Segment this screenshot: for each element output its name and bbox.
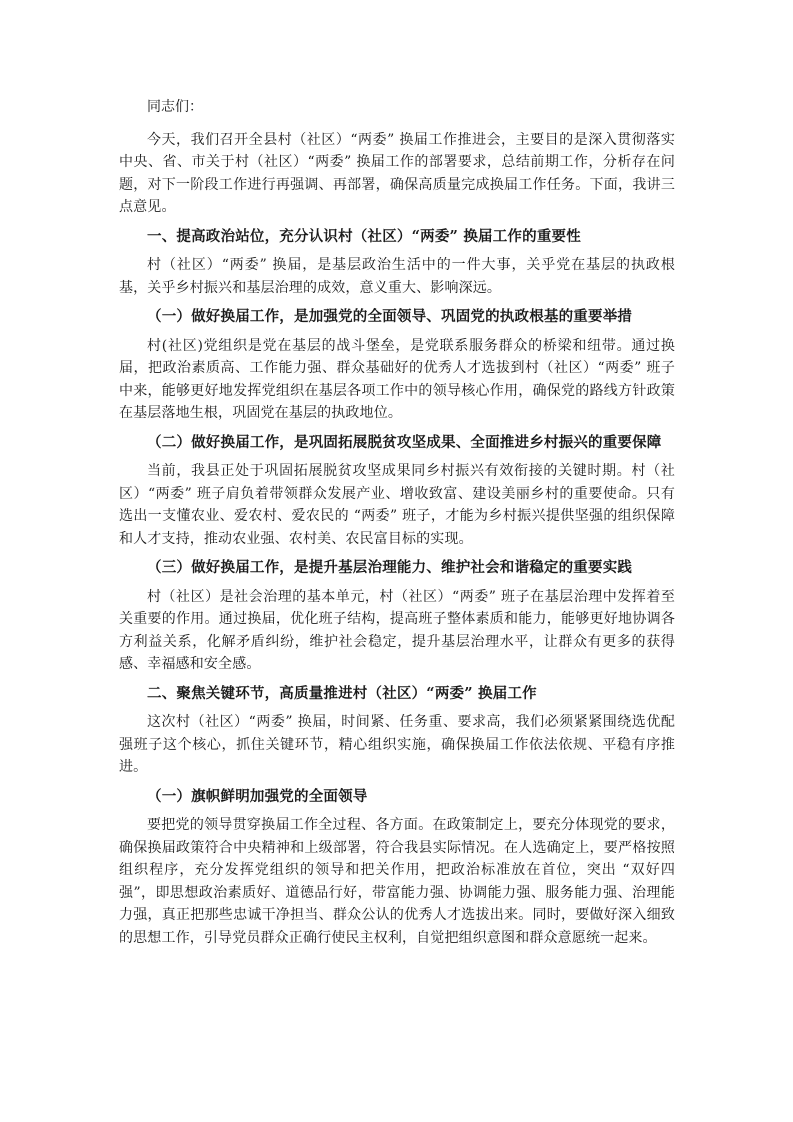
section-1-sub-2-heading: （二）做好换届工作，是巩固拓展脱贫攻坚成果、全面推进乡村振兴的重要保障	[147, 433, 662, 451]
section-2-sub-1-heading: （一）旗帜鲜明加强党的全面领导	[147, 787, 368, 805]
section-1-sub-1-body: 村(社区)党组织是党在基层的战斗堡垒，是党联系服务群众的桥梁和纽带。通过换届，把政治素质高、工作能力强、群众基础好的优秀人才选拔到村（社区）“两委” 班子中来，能够更好地发挥党组织在基层各项工作中的领导核心作用，确保党的路线方针政策在基层落地生根，巩固党在基层的执政地位。	[119, 337, 675, 421]
section-1-sub-1-heading: （一）做好换届工作，是加强党的全面领导、巩固党的执政根基的重要举措	[147, 308, 633, 325]
section-1-sub-2-body: 当前，我县正处于巩固拓展脱贫攻坚成果同乡村振兴有效衔接的关键时期。村（社区）“两委” 班子肩负着带领群众发展产业、增收致富、建设美丽乡村的重要使命。只有选出一支懂农业、爱农村、爱农民的 “两委” 班子，才能为乡村振兴提供坚强的组织保障和人才支持，推动农业强、农村美、农民富目标的实现。	[119, 463, 675, 547]
section-2-sub-1-body: 要把党的领导贯穿换届工作全过程、各方面。在政策制定上，要充分体现党的要求，确保换届政策符合中央精神和上级部署，符合我县实际情况。在人选确定上，要严格按照组织程序，充分发挥党组织的领导和把关作用，把政治标准放在首位，突出 “双好四强”，即思想政治素质好、道德品行好，带富能力强、协调能力强、服务能力强、治理能力强，真正把那些忠诚干净担当、群众公认的优秀人才选拔出来。同时，要做好深入细致的思想工作，引导党员群众正确行使民主权利，自觉把组织意图和群众意愿统一起来。	[119, 817, 675, 946]
section-2-body: 这次村（社区）“两委” 换届，时间紧、任务重、要求高，我们必须紧紧围绕选优配强班子这个核心，抓住关键环节，精心组织实施，确保换届工作依法依规、平稳有序推进。	[119, 714, 675, 775]
section-1-sub-3-heading: （三）做好换届工作，是提升基层治理能力、维护社会和谐稳定的重要实践	[147, 559, 633, 576]
intro-paragraph: 今天，我们召开全县村（社区）“两委” 换届工作推进会，主要目的是深入贯彻落实中央、省、市关于村（社区）“两委” 换届工作的部署要求，总结前期工作，分析存在问题，对下一阶段工作进行再强调、再部署，确保高质量完成换届工作任务。下面，我讲三点意见。	[119, 131, 675, 215]
section-1-heading: 一、提高政治站位，充分认识村（社区）“两委” 换届工作的重要性	[147, 227, 581, 245]
section-1-sub-3-body: 村（社区）是社会治理的基本单元，村（社区）“两委” 班子在基层治理中发挥着至关重要的作用。通过换届，优化班子结构，提高班子整体素质和能力，能够更好地协调各方利益关系，化解矛盾纠纷，维护社会稳定，提升基层治理水平，让群众有更多的获得感、幸福感和安全感。	[119, 588, 675, 672]
greeting: 同志们：	[147, 99, 203, 115]
section-1-body: 村（社区）“两委” 换届，是基层政治生活中的一件大事，关乎党在基层的执政根基，关乎乡村振兴和基层治理的成效，意义重大、影响深远。	[119, 257, 675, 296]
document-page	[119, 96, 675, 956]
section-2-heading: 二、聚焦关键环节，高质量推进村（社区）“两委” 换届工作	[147, 684, 537, 702]
